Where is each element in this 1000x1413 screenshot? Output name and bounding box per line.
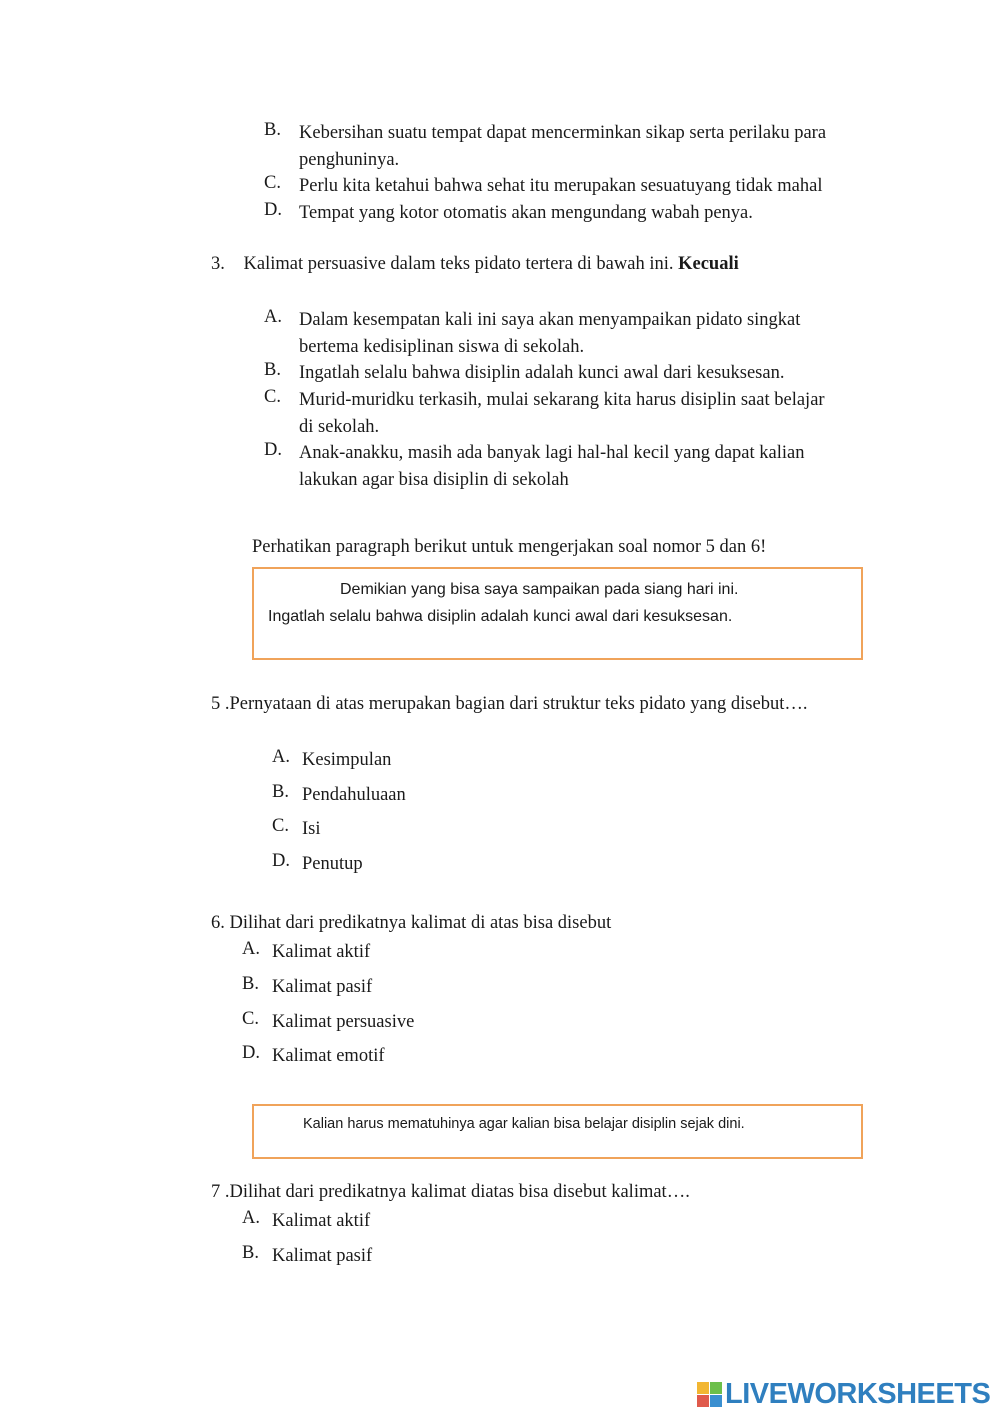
option-letter: A.: [242, 1208, 260, 1228]
option-text: Penutup: [302, 854, 363, 874]
quote-line: Kalian harus mematuhinya agar kalian bisa belajar disiplin sejak dini.: [303, 1116, 745, 1132]
quote-box-2: [252, 1104, 863, 1159]
question-text: Kalimat persuasive dalam teks pidato tertera di bawah ini.: [243, 254, 674, 274]
question-emphasis: Kecuali: [678, 254, 739, 274]
question-number: 3.: [211, 254, 225, 274]
liveworksheets-logo[interactable]: [697, 1378, 997, 1410]
option-text: Kesimpulan: [302, 750, 392, 770]
option-letter: A.: [264, 307, 282, 327]
option-letter: C.: [264, 173, 281, 193]
option-letter: D.: [242, 1043, 260, 1063]
quote-line: Ingatlah selalu bahwa disiplin adalah kunci awal dari kesuksesan.: [268, 608, 733, 625]
option-text-line: di sekolah.: [299, 416, 380, 437]
option-letter: D.: [264, 200, 282, 220]
option-letter: B.: [264, 360, 281, 380]
option-text-line: lakukan agar bisa disiplin di sekolah: [299, 469, 569, 490]
option-text-line: Dalam kesempatan kali ini saya akan menyampaikan pidato singkat: [299, 310, 801, 330]
option-text-line: bertema kedisiplinan siswa di sekolah.: [299, 336, 585, 357]
option-letter: C.: [264, 387, 281, 407]
option-text: Kalimat pasif: [272, 1246, 373, 1266]
question-5: 5 .Pernyataan di atas merupakan bagian dari struktur teks pidato yang disebut….: [211, 694, 808, 714]
option-text-line: Ingatlah selalu bahwa disiplin adalah kunci awal dari kesuksesan.: [299, 363, 785, 383]
option-text: Pendahuluaan: [302, 785, 406, 805]
quote-line: Demikian yang bisa saya sampaikan pada siang hari ini.: [340, 581, 739, 598]
option-letter: C.: [272, 816, 289, 836]
logo-wordmark: LIVEWORKSHEETS: [725, 1378, 991, 1410]
option-letter: C.: [242, 1009, 259, 1029]
option-letter: D.: [272, 851, 290, 871]
option-text: Kalimat aktif: [272, 1211, 371, 1231]
option-text: Isi: [302, 819, 321, 839]
option-text-line: Tempat yang kotor otomatis akan mengundang wabah penya.: [299, 203, 753, 223]
option-letter: A.: [272, 747, 290, 767]
option-letter: A.: [242, 939, 260, 959]
question-3: [211, 254, 739, 275]
option-letter: B.: [242, 1243, 259, 1263]
option-text: Kalimat aktif: [272, 942, 371, 962]
option-text-line: Perlu kita ketahui bahwa sehat itu merupakan sesuatuyang tidak mahal: [299, 176, 823, 196]
question-6: 6. Dilihat dari predikatnya kalimat di atas bisa disebut: [211, 913, 612, 933]
quote-box-1: [252, 567, 863, 660]
option-letter: B.: [272, 782, 289, 802]
option-text-line: Murid-muridku terkasih, mulai sekarang kita harus disiplin saat belajar: [299, 390, 825, 410]
option-text: Kalimat emotif: [272, 1046, 385, 1066]
option-text-line: Kebersihan suatu tempat dapat mencerminkan sikap serta perilaku para: [299, 123, 827, 143]
logo-grid-icon: [697, 1382, 723, 1408]
question-7: 7 .Dilihat dari predikatnya kalimat diatas bisa disebut kalimat….: [211, 1182, 690, 1202]
option-text-line: penghuninya.: [299, 149, 400, 170]
option-letter: B.: [242, 974, 259, 994]
option-letter: B.: [264, 120, 281, 140]
option-letter: D.: [264, 440, 282, 460]
option-text: Kalimat persuasive: [272, 1012, 415, 1032]
option-text-line: Anak-anakku, masih ada banyak lagi hal-hal kecil yang dapat kalian: [299, 443, 805, 463]
instruction-text: Perhatikan paragraph berikut untuk mengerjakan soal nomor 5 dan 6!: [252, 537, 767, 557]
option-text: Kalimat pasif: [272, 977, 373, 997]
